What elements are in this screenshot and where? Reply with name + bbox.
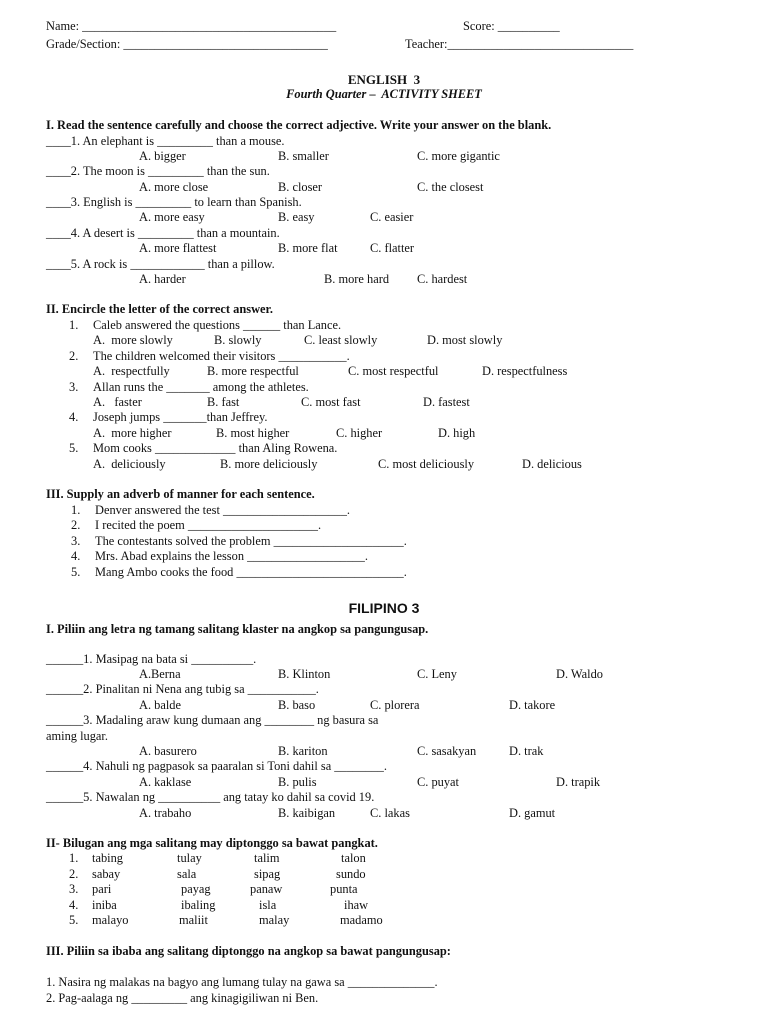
choice-a[interactable]: A. kaklase (139, 775, 192, 789)
choice-b[interactable]: B. kaibigan (278, 806, 336, 820)
choice-c[interactable]: C. Leny (417, 667, 457, 681)
choice-b[interactable]: B. Klinton (278, 667, 331, 681)
english-subtitle: Fourth Quarter – ACTIVITY SHEET (286, 87, 482, 101)
item-number: 4. (71, 549, 81, 563)
item-number: 3. (71, 534, 81, 548)
choice-b[interactable]: B. slowly (214, 333, 262, 347)
question-text: ____1. An elephant is _________ than a mouse. (46, 134, 285, 148)
fill-blank-line[interactable]: Mang Ambo cooks the food ___________________________. (95, 565, 407, 579)
choice-c[interactable]: C. more gigantic (417, 149, 500, 163)
english-title: ENGLISH 3 (347, 72, 421, 87)
word-choice[interactable]: malay (259, 913, 290, 927)
choice-c[interactable]: C. most fast (301, 395, 361, 409)
item-number: 1. (69, 318, 79, 332)
question-text: ______3. Madaling araw kung dumaan ang ________ ng basura sa (46, 713, 379, 727)
question-text: ____3. English is _________ to learn than Spanish. (46, 195, 302, 209)
question-text: ____2. The moon is _________ than the sun. (46, 164, 270, 178)
fill-blank-line[interactable]: 1. Nasira ng malakas na bagyo ang lumang tulay na gawa sa ______________. (46, 975, 438, 989)
fill-blank-line[interactable]: Mrs. Abad explains the lesson ___________________. (95, 549, 368, 563)
teacher-field[interactable]: Teacher:______________________________ (405, 37, 634, 51)
choice-a[interactable]: A. more slowly (93, 333, 173, 347)
word-choice[interactable]: sala (177, 867, 197, 881)
question-text-cont: aming lugar. (46, 729, 108, 743)
filipino-title: FILIPINO 3 (348, 600, 420, 616)
choice-a[interactable]: A. basurero (139, 744, 197, 758)
choice-b[interactable]: B. more flat (278, 241, 338, 255)
item-number: 4. (69, 410, 79, 424)
choice-c[interactable]: C. most deliciously (378, 457, 475, 471)
choice-b[interactable]: B. fast (207, 395, 240, 409)
choice-c[interactable]: C. puyat (417, 775, 459, 789)
question-text: ____4. A desert is _________ than a mountain. (46, 226, 280, 240)
choice-a[interactable]: A. faster (93, 395, 142, 409)
word-choice[interactable]: tabing (92, 851, 123, 865)
choice-c[interactable]: C. higher (336, 426, 383, 440)
choice-b[interactable]: B. pulis (278, 775, 317, 789)
word-choice[interactable]: punta (330, 882, 358, 896)
word-choice[interactable]: tulay (177, 851, 202, 865)
item-number: 3. (69, 380, 79, 394)
english-section3-heading: III. Supply an adverb of manner for each sentence. (46, 487, 315, 501)
choice-b[interactable]: B. more hard (324, 272, 390, 286)
question-text: Allan runs the _______ among the athletes. (93, 380, 309, 394)
choice-b[interactable]: B. easy (278, 210, 315, 224)
choice-d[interactable]: D. trak (509, 744, 544, 758)
word-choice[interactable]: panaw (250, 882, 283, 896)
choice-b[interactable]: B. more respectful (207, 364, 299, 378)
word-choice[interactable]: madamo (340, 913, 383, 927)
choice-a[interactable]: A. more easy (139, 210, 205, 224)
word-choice[interactable]: talim (254, 851, 280, 865)
word-choice[interactable]: ibaling (181, 898, 216, 912)
choice-a[interactable]: A. harder (139, 272, 186, 286)
choice-a[interactable]: A. bigger (139, 149, 186, 163)
word-choice[interactable]: sabay (92, 867, 121, 881)
choice-a[interactable]: A.Berna (139, 667, 181, 681)
choice-b[interactable]: B. most higher (216, 426, 290, 440)
item-number: 5. (71, 565, 81, 579)
word-choice[interactable]: payag (181, 882, 211, 896)
item-number: 1. (69, 851, 79, 865)
question-text: The children welcomed their visitors ___________. (93, 349, 350, 363)
word-choice[interactable]: ihaw (344, 898, 369, 912)
fill-blank-line[interactable]: I recited the poem _____________________. (95, 518, 322, 532)
word-choice[interactable]: isla (259, 898, 277, 912)
choice-c[interactable]: C. most respectful (348, 364, 439, 378)
word-choice[interactable]: sundo (336, 867, 366, 881)
choice-a[interactable]: A. more close (139, 180, 209, 194)
english-section2-heading: II. Encircle the letter of the correct answer. (46, 302, 273, 316)
choice-b[interactable]: B. closer (278, 180, 323, 194)
question-text: ______1. Masipag na bata si __________. (46, 652, 257, 666)
word-choice[interactable]: maliit (179, 913, 208, 927)
filipino-section1-heading: I. Piliin ang letra ng tamang salitang klaster na angkop sa pangungusap. (46, 622, 429, 636)
fill-blank-line[interactable]: 2. Pag-aalaga ng _________ ang kinagigiliwan ni Ben. (46, 991, 319, 1005)
choice-a[interactable]: A. trabaho (139, 806, 192, 820)
question-text: ______2. Pinalitan ni Nena ang tubig sa ___________. (46, 682, 319, 696)
item-number: 1. (71, 503, 81, 517)
word-choice[interactable]: malayo (92, 913, 129, 927)
word-choice[interactable]: iniba (92, 898, 117, 912)
item-number: 2. (69, 349, 79, 363)
choice-c[interactable]: C. sasakyan (417, 744, 477, 758)
filipino-section2-heading: II- Bilugan ang mga salitang may diptonggo sa bawat pangkat. (46, 836, 378, 850)
choice-c[interactable]: C. least slowly (304, 333, 378, 347)
choice-a[interactable]: A. deliciously (93, 457, 166, 471)
item-number: 2. (69, 867, 79, 881)
choice-d[interactable]: D. delicious (522, 457, 582, 471)
english-section1-heading: I. Read the sentence carefully and choose the correct adjective. Write your answer on the blank. (46, 118, 552, 132)
item-number: 4. (69, 898, 79, 912)
choice-d[interactable]: D. trapik (556, 775, 601, 789)
choice-c[interactable]: C. plorera (370, 698, 420, 712)
question-text: ____5. A rock is ____________ than a pillow. (46, 257, 275, 271)
choice-a[interactable]: A. balde (139, 698, 181, 712)
choice-d[interactable]: D. respectfulness (482, 364, 568, 378)
choice-d[interactable]: D. gamut (509, 806, 556, 820)
question-text: Caleb answered the questions ______ than Lance. (93, 318, 342, 332)
choice-b[interactable]: B. smaller (278, 149, 329, 163)
choice-a[interactable]: A. respectfully (93, 364, 170, 378)
word-choice[interactable]: talon (341, 851, 366, 865)
choice-d[interactable]: D. takore (509, 698, 556, 712)
choice-a[interactable]: A. more higher (93, 426, 172, 440)
choice-c[interactable]: C. easier (370, 210, 414, 224)
choice-a[interactable]: A. more flattest (139, 241, 217, 255)
choice-d[interactable]: D. most slowly (427, 333, 503, 347)
choice-b[interactable]: B. more deliciously (220, 457, 318, 471)
question-text: Joseph jumps _______than Jeffrey. (93, 410, 268, 424)
choice-d[interactable]: D. high (438, 426, 476, 440)
question-text: ______5. Nawalan ng __________ ang tatay ko dahil sa covid 19. (46, 790, 375, 804)
choice-c[interactable]: C. the closest (417, 180, 484, 194)
grade-section-field[interactable]: Grade/Section: _________________________________ (46, 37, 328, 51)
question-text: Mom cooks _____________ than Aling Rowena. (93, 441, 338, 455)
item-number: 3. (69, 882, 79, 896)
word-choice[interactable]: sipag (254, 867, 281, 881)
fill-blank-line[interactable]: The contestants solved the problem _____________________. (95, 534, 407, 548)
choice-c[interactable]: C. hardest (417, 272, 468, 286)
choice-c[interactable]: C. lakas (370, 806, 410, 820)
item-number: 5. (69, 913, 79, 927)
score-field[interactable]: Score: __________ (463, 19, 560, 33)
word-choice[interactable]: pari (92, 882, 112, 896)
item-number: 2. (71, 518, 81, 532)
choice-b[interactable]: B. baso (278, 698, 316, 712)
question-text: ______4. Nahuli ng pagpasok sa paaralan si Toni dahil sa ________. (46, 759, 387, 773)
choice-b[interactable]: B. kariton (278, 744, 328, 758)
choice-c[interactable]: C. flatter (370, 241, 415, 255)
name-field[interactable]: Name: _________________________________________ (46, 19, 337, 33)
choice-d[interactable]: D. fastest (423, 395, 470, 409)
fill-blank-line[interactable]: Denver answered the test ____________________. (95, 503, 350, 517)
item-number: 5. (69, 441, 79, 455)
choice-d[interactable]: D. Waldo (556, 667, 603, 681)
filipino-section3-heading: III. Piliin sa ibaba ang salitang diptonggo na angkop sa bawat pangungusap: (46, 944, 451, 958)
